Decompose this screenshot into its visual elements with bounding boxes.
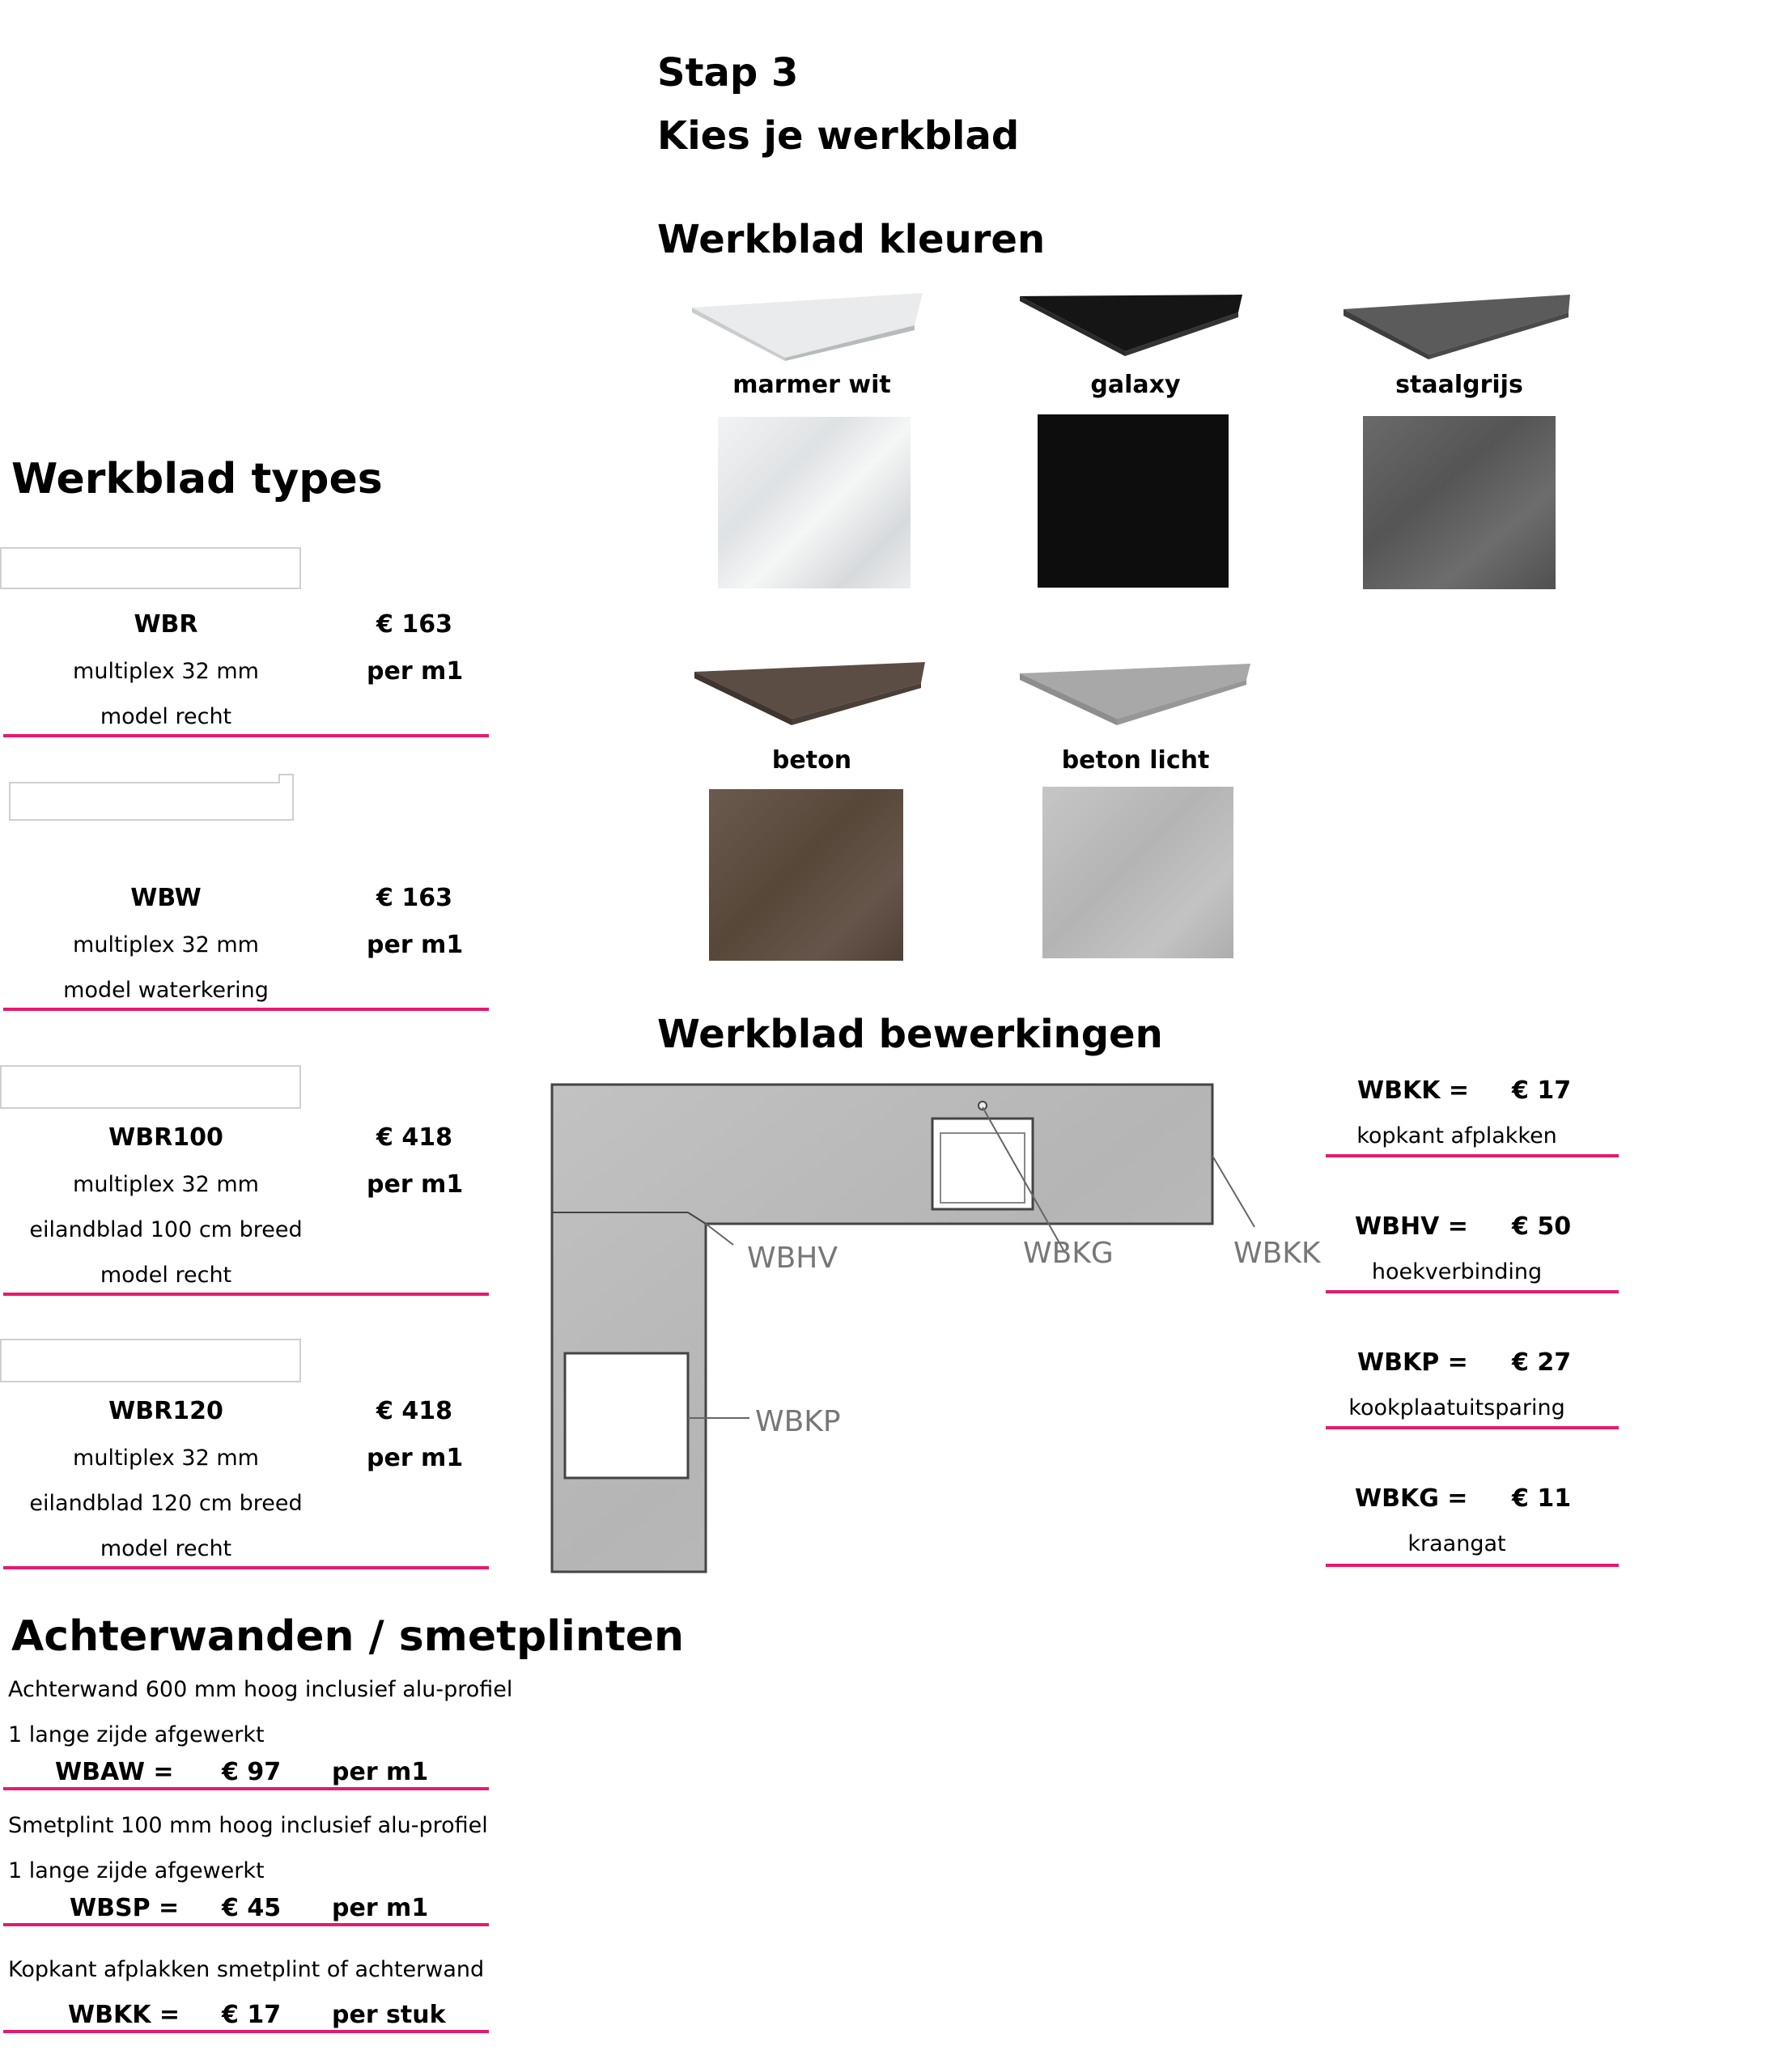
backwall-code-wbsp: WBSP = xyxy=(70,1894,180,1922)
profile-wbr xyxy=(0,547,301,589)
op-price-wbkk: € 17 xyxy=(1512,1076,1572,1105)
op-code-wbkp: WBKP = xyxy=(1357,1348,1468,1377)
backwall-unit-wbsp: per m1 xyxy=(332,1894,429,1922)
divider xyxy=(3,734,489,737)
diagram-label-wbhv: WBHV xyxy=(747,1242,838,1275)
backwall-price-wbaw: € 97 xyxy=(222,1758,282,1786)
type-line-wbw-1: multiplex 32 mm xyxy=(73,932,259,957)
op-desc-wbhv: hoekverbinding xyxy=(1371,1259,1543,1284)
swatch-marmer-wit[interactable] xyxy=(718,417,911,588)
backwall-price-wbsp: € 45 xyxy=(222,1894,282,1922)
type-unit-wbr: per m1 xyxy=(367,657,464,686)
type-line-wbr120-3: model recht xyxy=(100,1536,232,1561)
backwall-code-wbkk: WBKK = xyxy=(68,2001,180,2029)
slab-beton xyxy=(694,660,929,728)
type-code-wbr120: WBR120 xyxy=(108,1397,223,1425)
profile-wbw xyxy=(8,773,295,823)
types-title: Werkblad types xyxy=(11,455,383,503)
smetplint-line-2: 1 lange zijde afgewerkt xyxy=(8,1858,265,1883)
type-line-wbr-2: model recht xyxy=(100,704,232,729)
op-price-wbkp: € 27 xyxy=(1512,1348,1572,1377)
divider xyxy=(1326,1564,1619,1567)
diagram-label-wbkg: WBKG xyxy=(1023,1237,1114,1270)
op-code-wbkk: WBKK = xyxy=(1357,1076,1470,1105)
type-price-wbw: € 163 xyxy=(376,884,452,912)
divider xyxy=(3,2030,489,2033)
type-code-wbr: WBR xyxy=(134,610,198,639)
type-code-wbr100: WBR100 xyxy=(108,1123,223,1152)
colors-title: Werkblad kleuren xyxy=(657,217,1046,262)
op-price-wbhv: € 50 xyxy=(1512,1212,1572,1241)
type-line-wbr100-3: model recht xyxy=(100,1263,232,1288)
divider xyxy=(3,1787,489,1790)
color-label-beton[interactable]: beton xyxy=(771,746,852,775)
type-line-wbr120-2: eilandblad 120 cm breed xyxy=(29,1491,303,1516)
operations-diagram xyxy=(550,1083,1327,1573)
operations-title: Werkblad bewerkingen xyxy=(657,1012,1163,1057)
step-title: Stap 3 xyxy=(657,50,799,96)
profile-wbr120 xyxy=(0,1339,301,1382)
type-line-wbr100-1: multiplex 32 mm xyxy=(73,1172,259,1197)
type-unit-wbw: per m1 xyxy=(367,931,464,959)
profile-wbr100 xyxy=(0,1065,301,1109)
color-label-beton-licht[interactable]: beton licht xyxy=(1061,746,1210,775)
type-price-wbr100: € 418 xyxy=(376,1123,452,1152)
divider xyxy=(3,1566,489,1569)
op-desc-wbkp: kookplaatuitsparing xyxy=(1348,1395,1565,1420)
kopkant-line-1: Kopkant afplakken smetplint of achterwand xyxy=(8,1957,485,1982)
smetplint-line-1: Smetplint 100 mm hoog inclusief alu-profiel xyxy=(8,1813,488,1838)
page-subtitle: Kies je werkblad xyxy=(657,113,1020,159)
op-code-wbhv: WBHV = xyxy=(1355,1212,1468,1241)
swatch-beton[interactable] xyxy=(709,789,903,961)
color-label-marmer-wit[interactable]: marmer wit xyxy=(732,371,891,399)
backwall-line-2: 1 lange zijde afgewerkt xyxy=(8,1722,265,1747)
op-price-wbkg: € 11 xyxy=(1512,1484,1572,1513)
type-line-wbr100-2: eilandblad 100 cm breed xyxy=(29,1217,303,1242)
type-price-wbr: € 163 xyxy=(376,610,452,639)
slab-marmer-wit xyxy=(692,293,927,361)
backwall-code-wbaw: WBAW = xyxy=(55,1758,174,1786)
type-unit-wbr120: per m1 xyxy=(367,1444,464,1472)
swatch-galaxy[interactable] xyxy=(1038,414,1229,588)
type-price-wbr120: € 418 xyxy=(376,1397,452,1425)
backwall-unit-wbaw: per m1 xyxy=(332,1758,429,1786)
divider xyxy=(1326,1426,1619,1429)
swatch-staalgrijs[interactable] xyxy=(1363,416,1556,589)
divider xyxy=(1326,1154,1619,1157)
swatch-beton-licht[interactable] xyxy=(1042,787,1233,958)
divider xyxy=(1326,1290,1619,1293)
type-line-wbr-1: multiplex 32 mm xyxy=(73,659,259,684)
type-code-wbw: WBW xyxy=(130,884,202,912)
color-label-staalgrijs[interactable]: staalgrijs xyxy=(1395,371,1523,399)
divider xyxy=(3,1293,489,1296)
type-line-wbr120-1: multiplex 32 mm xyxy=(73,1446,259,1471)
type-unit-wbr100: per m1 xyxy=(367,1170,464,1199)
backwall-title: Achterwanden / smetplinten xyxy=(11,1612,685,1661)
divider xyxy=(3,1008,489,1011)
divider xyxy=(3,1923,489,1926)
backwall-unit-wbkk: per stuk xyxy=(332,2001,446,2029)
type-line-wbw-2: model waterkering xyxy=(63,978,269,1003)
backwall-price-wbkk: € 17 xyxy=(222,2001,282,2029)
diagram-label-wbkk: WBKK xyxy=(1233,1237,1321,1270)
op-code-wbkg: WBKG = xyxy=(1355,1484,1468,1513)
op-desc-wbkg: kraangat xyxy=(1407,1531,1506,1556)
slab-galaxy xyxy=(1020,288,1246,356)
color-label-galaxy[interactable]: galaxy xyxy=(1090,371,1181,399)
op-desc-wbkk: kopkant afplakken xyxy=(1356,1123,1557,1149)
slab-beton-licht xyxy=(1020,657,1254,725)
backwall-line-1: Achterwand 600 mm hoog inclusief alu-profiel xyxy=(8,1677,513,1702)
diagram-label-wbkp: WBKP xyxy=(755,1405,841,1438)
slab-staalgrijs xyxy=(1344,293,1574,361)
